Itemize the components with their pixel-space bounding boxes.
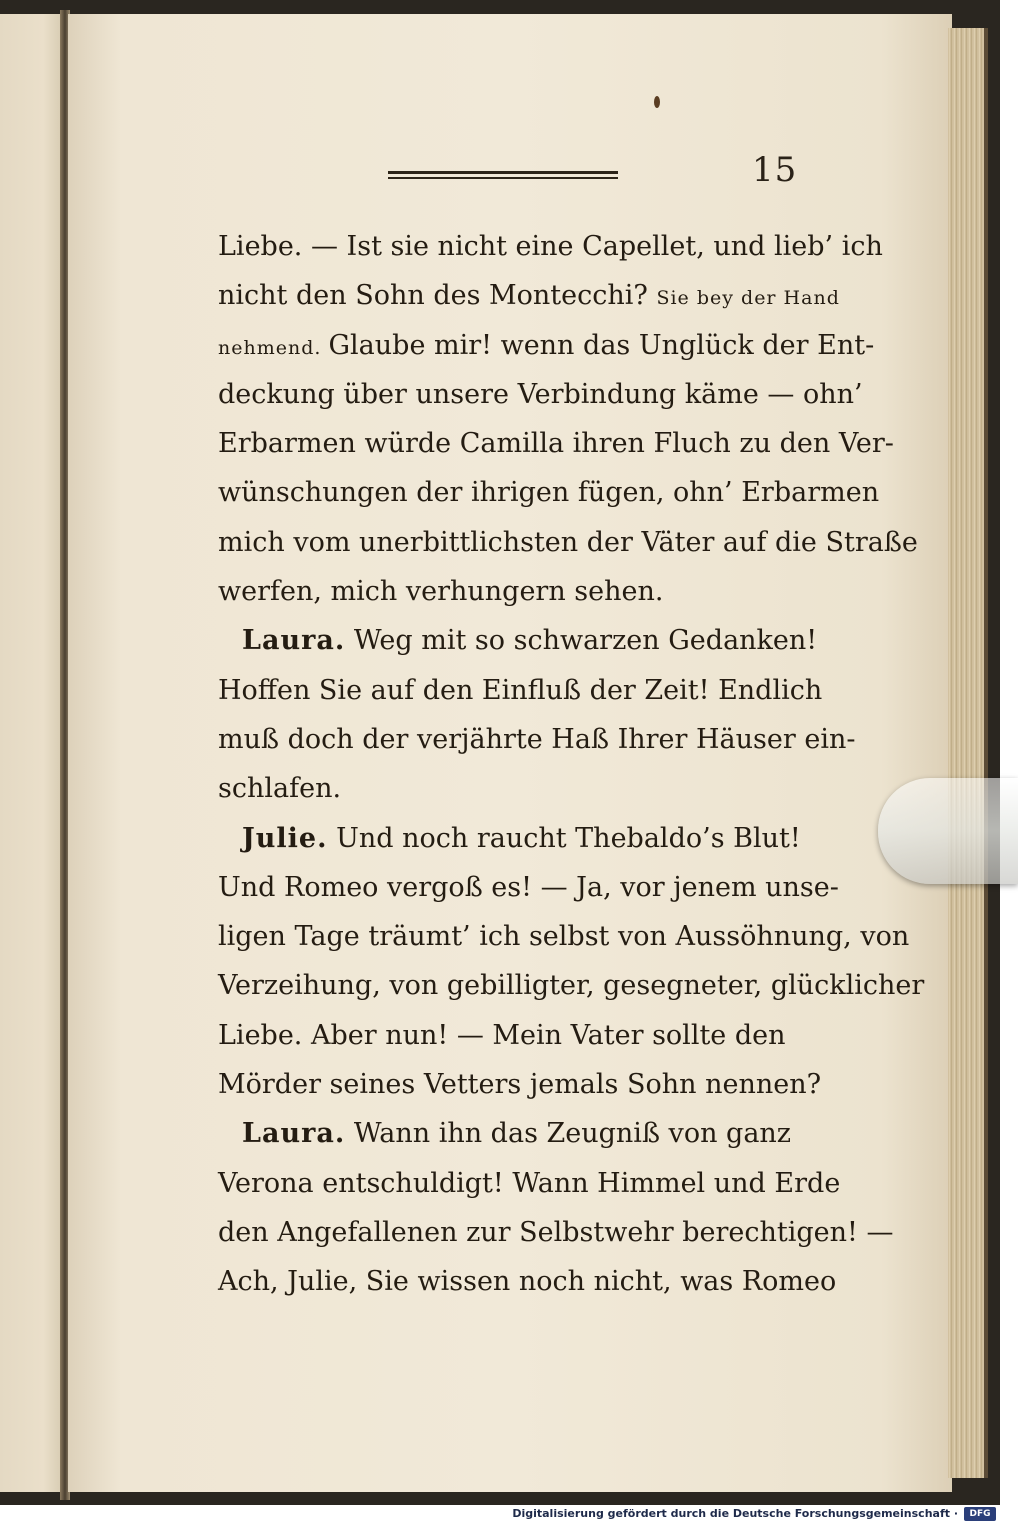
text-line: [218, 764, 814, 813]
line-text: wünschungen der ihrigen fügen, ohn’ Erbarmen: [218, 477, 880, 509]
text-line: [218, 370, 863, 419]
dfg-logo-icon: DFG: [964, 1507, 996, 1521]
header-rule: [388, 168, 618, 182]
text-line: [218, 715, 856, 764]
text-line: [218, 468, 880, 517]
line-text: Hoffen Sie auf den Einfluß der Zeit! Endlich: [218, 674, 823, 706]
line-text: Und noch raucht Thebaldo’s Blut!: [336, 822, 801, 854]
text-line: [218, 419, 894, 468]
text-line: [218, 321, 875, 370]
text-line: [218, 814, 814, 863]
line-text: Weg mit so schwarzen Gedanken!: [353, 625, 818, 657]
funding-credit: Digitalisierung gefördert durch die Deutsche Forschungsgemeinschaft ·: [512, 1507, 958, 1520]
line-text: Liebe. Aber nun! — Mein Vater sollte den: [218, 1019, 786, 1051]
line-text: ligen Tage träumt’ ich selbst von Aussöhnung, von: [218, 921, 910, 953]
text-line: [218, 912, 910, 961]
line-text: den Angefallenen zur Selbstwehr berechtigen! —: [218, 1216, 894, 1248]
line-text: werfen, mich verhungern sehen.: [218, 576, 664, 608]
line-text: mich vom unerbittlichsten der Väter auf die Straße: [218, 526, 918, 558]
line-text: schlafen.: [218, 773, 342, 805]
speaker-name: Julie.: [242, 822, 328, 854]
text-line: [218, 1060, 822, 1109]
text-line: [218, 1257, 837, 1306]
text-line: [218, 1109, 814, 1158]
line-text: Ach, Julie, Sie wissen noch nicht, was Romeo: [218, 1266, 837, 1298]
speaker-name: Laura.: [242, 1118, 346, 1150]
line-text: Glaube mir! wenn das Unglück der Ent-: [328, 329, 875, 361]
line-text: Verona entschuldigt! Wann Himmel und Erde: [218, 1167, 841, 1199]
text-line: [218, 961, 925, 1010]
text-line: [218, 863, 839, 912]
header-rule-line: [388, 177, 618, 179]
page-number: 15: [752, 150, 798, 190]
text-line: [218, 616, 818, 665]
line-text: deckung über unsere Verbindung käme — ohn’: [218, 378, 863, 410]
line-text: muß doch der verjährte Haß Ihrer Häuser ein-: [218, 723, 856, 755]
line-text: Verzeihung, von gebilligter, gesegneter, glücklicher: [218, 970, 925, 1002]
stage-direction: nehmend.: [218, 336, 329, 359]
page-text: [218, 222, 925, 1307]
text-line: [218, 666, 823, 715]
text-line: [218, 1208, 894, 1257]
page-holder-clip: [878, 778, 1018, 884]
speaker-name: Laura.: [242, 625, 346, 657]
text-line: [218, 1159, 841, 1208]
text-line: [218, 567, 814, 616]
header-rule-line: [388, 171, 618, 174]
line-text: Und Romeo vergoß es! — Ja, vor jenem unse-: [218, 871, 839, 903]
left-page-edge: [0, 14, 62, 1492]
text-line: [218, 518, 918, 567]
line-text: Mörder seines Vetters jemals Sohn nennen?: [218, 1069, 822, 1101]
text-line: [218, 1011, 814, 1060]
line-text: Liebe. — Ist sie nicht eine Capellet, und lieb’ ich: [218, 231, 883, 262]
ink-spot: [654, 96, 660, 108]
line-text: Erbarmen würde Camilla ihren Fluch zu den Ver-: [218, 428, 894, 460]
page-stack-edges: [948, 28, 988, 1478]
text-line: [218, 271, 840, 320]
line-text: nicht den Sohn des Montecchi?: [218, 280, 657, 312]
stage-direction: Sie bey der Hand: [656, 287, 840, 310]
line-text: Wann ihn das Zeugniß von ganz: [353, 1118, 792, 1150]
text-line: [218, 222, 883, 271]
footer-bar: [0, 1505, 1000, 1524]
